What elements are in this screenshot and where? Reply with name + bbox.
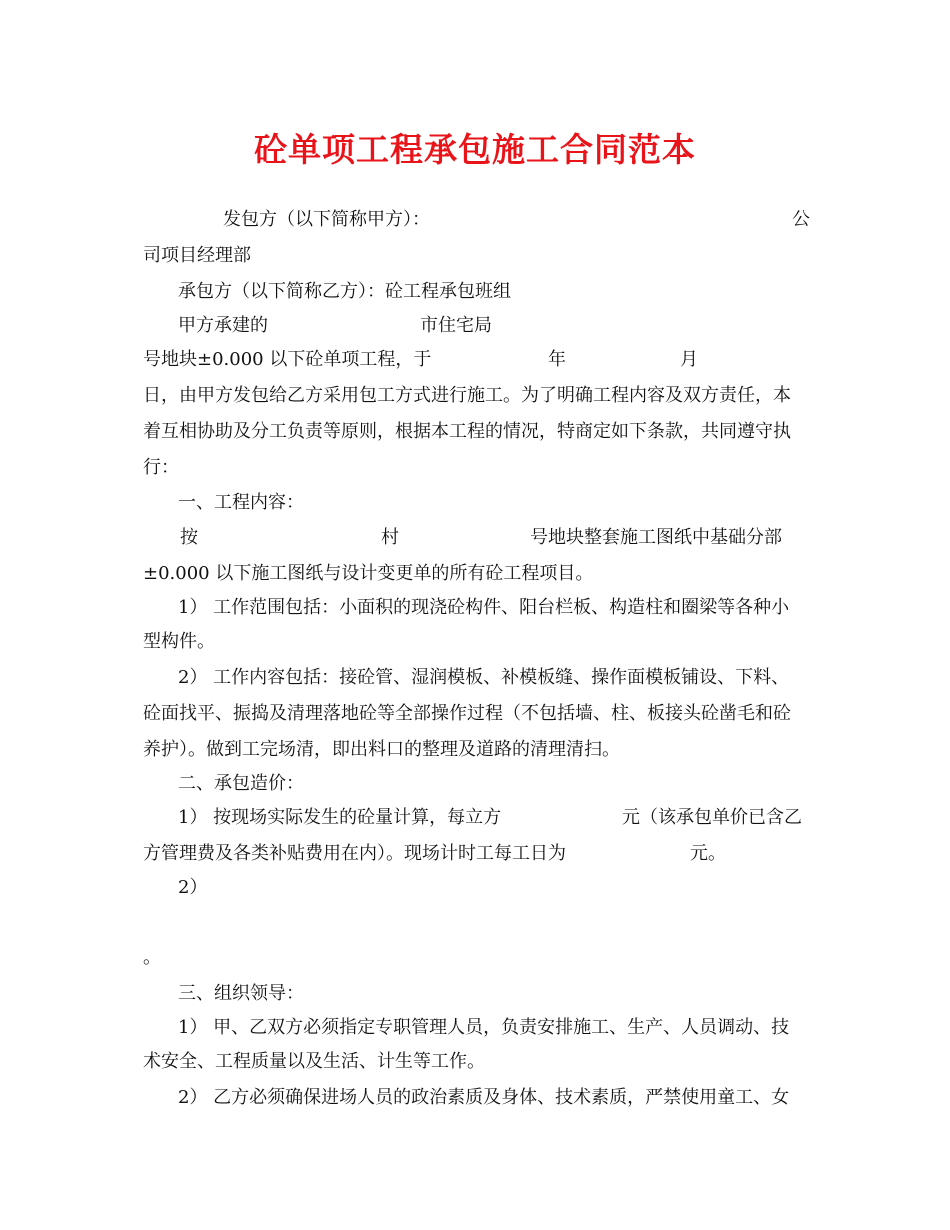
project-line-a: 号地块±0.000 以下砼单项工程，于 — [143, 349, 432, 370]
party-a-label: 发包方（以下简称甲方）： — [223, 209, 430, 230]
party-b-label: 承包方（以下简称乙方）：砼工程承包班组 — [178, 281, 511, 302]
paragraph-line: 行： — [143, 457, 179, 478]
list-item: 2） 乙方必须确保进场人员的政治素质及身体、技术素质，严禁使用童工、女 — [178, 1087, 790, 1108]
price-line-d: 元。 — [690, 843, 726, 864]
paragraph-line: 砼面找平、振捣及清理落地砼等全部操作过程（不包括墙、柱、板接头砼凿毛和砼 — [143, 703, 791, 724]
section-heading: 三、组织领导： — [178, 983, 304, 1004]
list-item: 1） 甲、乙双方必须指定专职管理人员，负责安排施工、生产、人员调动、技 — [178, 1017, 790, 1038]
scope-line-c: 号地块整套施工图纸中基础分部 — [530, 527, 782, 548]
price-line-a: 1） 按现场实际发生的砼量计算，每立方 — [178, 807, 502, 828]
price-line-b: 元（该承包单价已含乙 — [622, 807, 802, 828]
document-title: 砼单项工程承包施工合同范本 — [254, 130, 696, 169]
scope-line-a: 按 — [180, 527, 198, 548]
party-a-label-end: 公 — [792, 209, 810, 230]
project-intro-b: 市住宅局 — [420, 315, 492, 336]
party-a-continued: 司项目经理部 — [143, 245, 251, 266]
project-intro-a: 甲方承建的 — [178, 315, 268, 336]
section-heading: 一、工程内容： — [178, 492, 304, 513]
paragraph-line: 着互相协助及分工负责等原则，根据本工程的情况，特商定如下条款，共同遵守执 — [143, 421, 791, 442]
paragraph-line: 型构件。 — [143, 631, 215, 652]
paragraph-line: 养护）。做到工完场清，即出料口的整理及道路的清理清扫。 — [143, 739, 620, 760]
list-item: 1） 工作范围包括：小面积的现浇砼构件、阳台栏板、构造柱和圈梁等各种小 — [178, 597, 790, 618]
paragraph-line: 。 — [143, 947, 161, 968]
section-heading: 二、承包造价： — [178, 773, 304, 794]
list-item: 2） — [178, 877, 208, 898]
paragraph-line: 术安全、工程质量以及生活、计生等工作。 — [143, 1051, 485, 1072]
paragraph-line: ±0.000 以下施工图纸与设计变更单的所有砼工程项目。 — [143, 563, 594, 584]
project-line-year: 年 — [548, 349, 566, 370]
list-item: 2） 工作内容包括：接砼管、湿润模板、补模板缝、操作面模板铺设、下料、 — [178, 667, 790, 688]
price-line-c: 方管理费及各类补贴费用在内）。现场计时工每工日为 — [143, 843, 566, 864]
paragraph-line: 日，由甲方发包给乙方采用包工方式进行施工。为了明确工程内容及双方责任，本 — [143, 385, 791, 406]
project-line-month: 月 — [680, 349, 698, 370]
scope-line-b: 村 — [381, 527, 399, 548]
